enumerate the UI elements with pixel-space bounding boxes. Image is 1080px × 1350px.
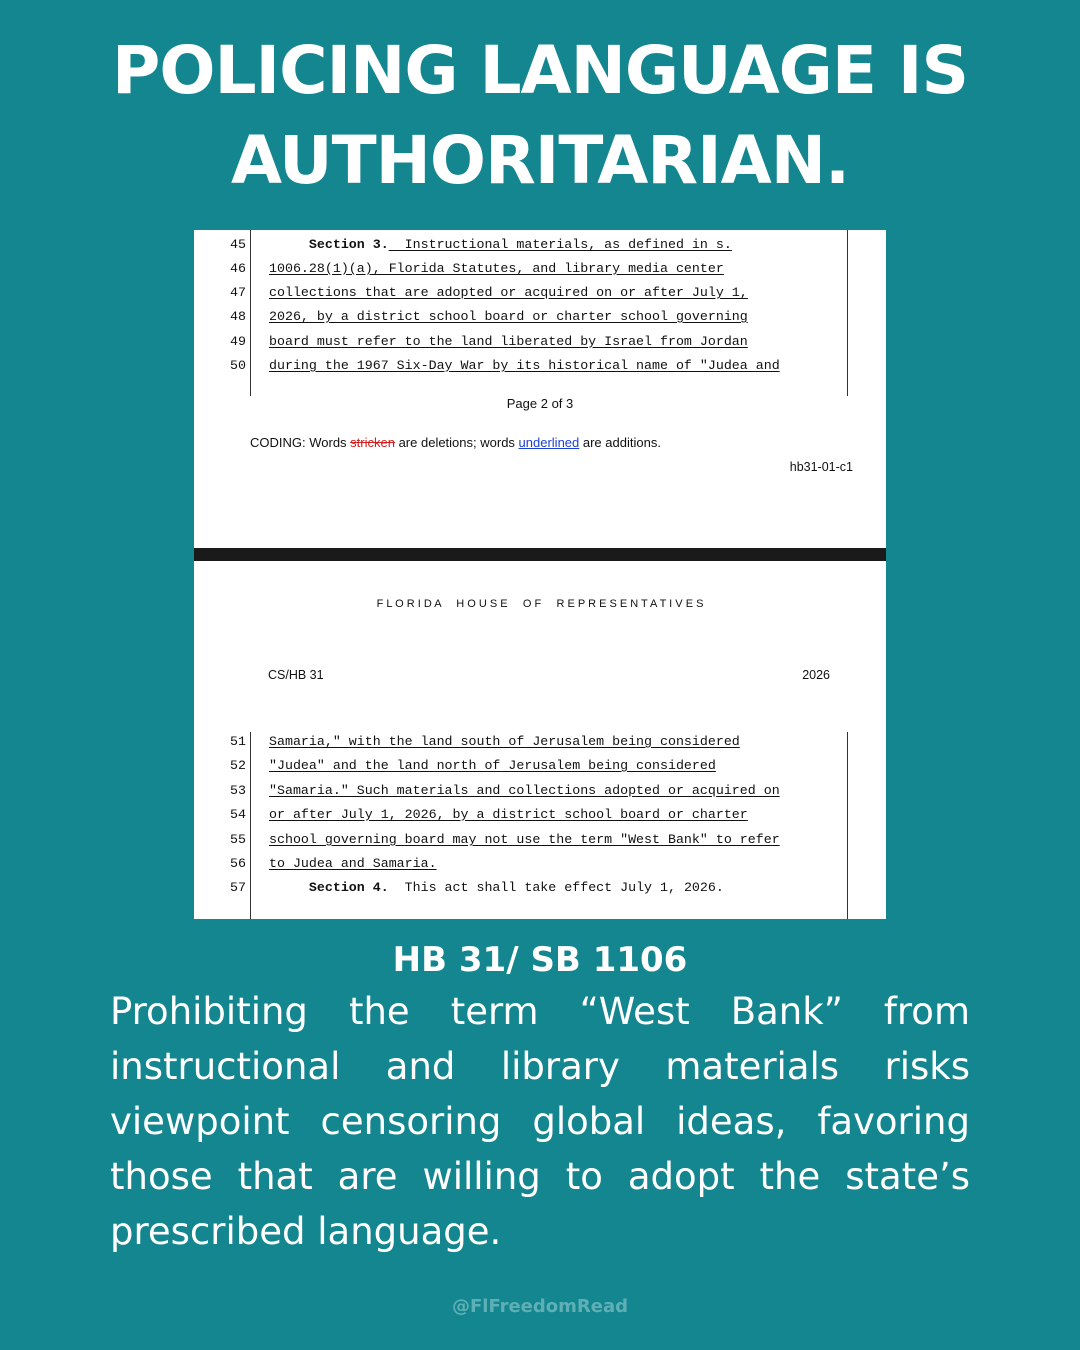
coding-legend xyxy=(250,435,661,450)
headline-line-2: AUTHORITARIAN. xyxy=(230,122,850,199)
bill-line xyxy=(194,358,886,382)
bill-line xyxy=(194,758,886,782)
social-handle: @FlFreedomRead xyxy=(451,1296,628,1317)
bill-line xyxy=(194,285,886,309)
line-number: 51 xyxy=(230,734,246,749)
line-number: 55 xyxy=(230,832,246,847)
bill-page-2 xyxy=(194,230,886,548)
bill-line xyxy=(194,880,886,904)
line-text: to Judea and Samaria. xyxy=(269,856,437,871)
line-text xyxy=(269,237,732,252)
bill-line xyxy=(194,237,886,261)
bill-number: CS/HB 31 xyxy=(268,668,324,682)
bill-line xyxy=(194,856,886,880)
house-header: F L O R I D A H O U S E O F R E P R E S E N T A T I V E S xyxy=(376,598,704,610)
bill-year: 2026 xyxy=(802,668,830,682)
line-number: 52 xyxy=(230,758,246,773)
line-number: 49 xyxy=(230,334,246,349)
bill-page-3 xyxy=(194,561,886,919)
line-text: board must refer to the land liberated by Israel from Jordan xyxy=(269,334,748,349)
coding-prefix: CODING: Words xyxy=(250,435,351,450)
line-number: 48 xyxy=(230,309,246,324)
bill-line xyxy=(194,309,886,333)
line-text: "Judea" and the land north of Jerusalem being considered xyxy=(269,758,716,773)
bill-line xyxy=(194,261,886,285)
line-number: 57 xyxy=(230,880,246,895)
document-id: hb31-01-c1 xyxy=(789,460,853,474)
bill-document-image xyxy=(194,230,886,919)
body-paragraph: Prohibiting the term “West Bank” from instructional and library materials risks viewpoint censoring global ideas, favoring those that are willing to adopt the state’s prescribed language. xyxy=(110,990,970,1253)
line-indent xyxy=(269,237,309,252)
bill-line xyxy=(194,832,886,856)
coding-underlined: underlined xyxy=(518,435,580,450)
line-text: collections that are adopted or acquired on or after July 1, xyxy=(269,285,748,300)
line-number: 46 xyxy=(230,261,246,276)
coding-stricken: stricken xyxy=(350,435,395,450)
line-text: Samaria," with the land south of Jerusalem being considered xyxy=(269,734,740,749)
section-label: Section 3. xyxy=(308,237,389,252)
line-text: or after July 1, 2026, by a district school board or charter xyxy=(269,807,748,822)
line-text: 1006.28(1)(a), Florida Statutes, and library media center xyxy=(269,261,724,276)
coding-suffix: are additions. xyxy=(579,435,661,450)
line-number: 53 xyxy=(230,783,246,798)
line-text: during the 1967 Six-Day War by its historical name of "Judea and xyxy=(269,358,780,373)
bill-line xyxy=(194,807,886,831)
line-text: "Samaria." Such materials and collections adopted or acquired on xyxy=(269,783,780,798)
bill-title: HB 31/ SB 1106 xyxy=(392,940,688,980)
bill-line xyxy=(194,783,886,807)
line-number: 54 xyxy=(230,807,246,822)
line-number: 56 xyxy=(230,856,246,871)
line-number: 47 xyxy=(230,285,246,300)
line-text-content: This act shall take effect July 1, 2026. xyxy=(388,880,724,895)
headline xyxy=(0,26,1080,206)
section-label: Section 4. xyxy=(308,880,389,895)
coding-middle: are deletions; words xyxy=(394,435,519,450)
line-text: 2026, by a district school board or charter school governing xyxy=(269,309,748,324)
headline-line-1: POLICING LANGUAGE IS xyxy=(112,32,968,109)
bill-line xyxy=(194,734,886,758)
bill-line xyxy=(194,334,886,358)
line-text: school governing board may not use the term "West Bank" to refer xyxy=(269,832,780,847)
line-text-content: Instructional materials, as defined in s. xyxy=(388,237,732,252)
page-number: Page 2 of 3 xyxy=(506,396,574,411)
page-divider xyxy=(194,548,886,561)
line-number: 50 xyxy=(230,358,246,373)
line-text xyxy=(269,880,724,895)
line-number: 45 xyxy=(230,237,246,252)
